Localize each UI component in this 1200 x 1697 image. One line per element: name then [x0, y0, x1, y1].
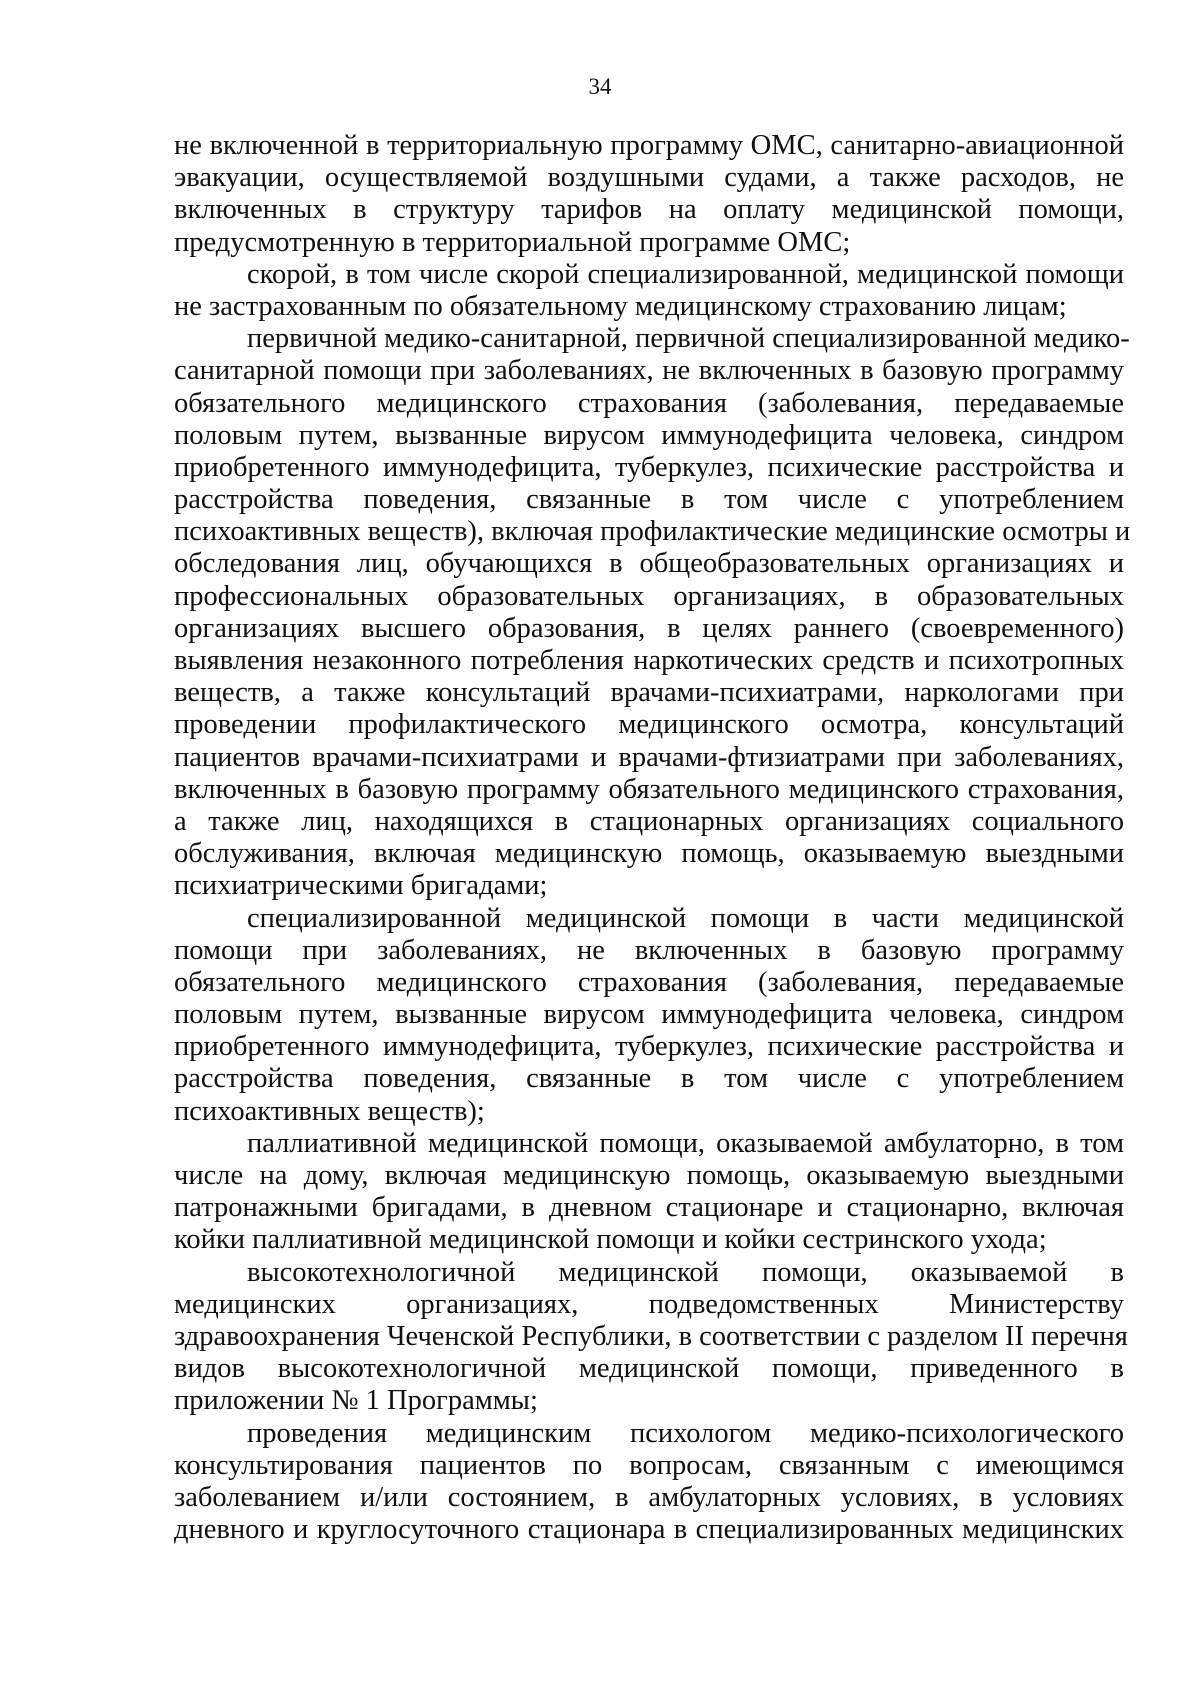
text-line: обязательного медицинского страхования (заболевания, передаваемые — [174, 966, 1124, 998]
text-line: проведения медицинским психологом медико-психологического — [247, 1417, 1124, 1449]
body-text — [174, 130, 1131, 1546]
text-line: приложении № 1 Программы; — [174, 1385, 538, 1417]
text-line: приобретенного иммунодефицита, туберкулез, психические расстройства и — [174, 1031, 1124, 1063]
paragraph — [174, 259, 1124, 323]
text-line: не застрахованным по обязательному медицинскому страхованию лицам; — [174, 290, 1067, 322]
text-line: первичной медико-санитарной, первичной специализированной медико- — [247, 323, 1130, 355]
text-line: профессиональных образовательных организациях, в образовательных — [174, 580, 1124, 612]
text-line: специализированной медицинской помощи в части медицинской — [247, 902, 1124, 934]
text-line: скорой, в том числе скорой специализированной, медицинской помощи — [247, 258, 1124, 290]
text-line: обследования лиц, обучающихся в общеобразовательных организациях и — [174, 548, 1124, 580]
text-line: эвакуации, осуществляемой воздушными судами, а также расходов, не — [174, 162, 1124, 194]
text-line: пациентов врачами-психиатрами и врачами-фтизиатрами при заболеваниях, — [174, 741, 1124, 773]
text-line: расстройства поведения, связанные в том числе с употреблением — [174, 1063, 1124, 1095]
text-line: дневного и круглосуточного стационара в специализированных медицинских — [174, 1514, 1124, 1546]
text-line: половым путем, вызванные вирусом иммунодефицита человека, синдром — [174, 419, 1124, 451]
paragraph — [174, 1256, 1128, 1418]
text-line: не включенной в территориальную программу ОМС, санитарно-авиационной — [174, 130, 1124, 161]
paragraph — [174, 323, 1131, 902]
text-line: санитарной помощи при заболеваниях, не включенных в базовую программу — [174, 355, 1124, 387]
paragraph — [174, 1128, 1124, 1257]
text-line: паллиативной медицинской помощи, оказываемой амбулаторно, в том — [247, 1127, 1124, 1159]
paragraph — [174, 1418, 1124, 1547]
text-line: заболеванием и/или состоянием, в амбулаторных условиях, в условиях — [174, 1481, 1124, 1513]
text-line: включенных в базовую программу обязательного медицинского страхования, — [174, 773, 1124, 805]
text-line: обязательного медицинского страхования (заболевания, передаваемые — [174, 387, 1124, 419]
text-line: включенных в структуру тарифов на оплату медицинской помощи, — [174, 194, 1124, 226]
text-line: а также лиц, находящихся в стационарных организациях социального — [174, 805, 1124, 837]
text-line: предусмотренную в территориальной программе ОМС; — [174, 226, 851, 258]
text-line: медицинских организациях, подведомственных Министерству — [174, 1288, 1124, 1320]
text-line: психоактивных веществ); — [174, 1095, 485, 1127]
text-line: психиатрическими бригадами; — [174, 870, 548, 902]
text-line: патронажными бригадами, в дневном стационаре и стационарно, включая — [174, 1192, 1124, 1224]
text-line: психоактивных веществ), включая профилактические медицинские осмотры и — [174, 516, 1131, 548]
text-line: видов высокотехнологичной медицинской помощи, приведенного в — [174, 1353, 1124, 1385]
text-line: половым путем, вызванные вирусом иммунодефицита человека, синдром — [174, 999, 1124, 1031]
text-line: здравоохранения Чеченской Республики, в соответствии с разделом II перечня — [174, 1320, 1128, 1352]
text-line: числе на дому, включая медицинскую помощь, оказываемую выездными — [174, 1160, 1124, 1191]
paragraph — [174, 130, 1124, 259]
text-line: койки паллиативной медицинской помощи и койки сестринского ухода; — [174, 1224, 1047, 1256]
text-line: выявления незаконного потребления наркотических средств и психотропных — [174, 645, 1124, 676]
text-line: веществ, а также консультаций врачами-психиатрами, наркологами при — [174, 677, 1124, 709]
text-line: обслуживания, включая медицинскую помощь, оказываемую выездными — [174, 838, 1124, 870]
text-line: консультирования пациентов по вопросам, связанным с имеющимся — [174, 1449, 1124, 1481]
page-number: 34 — [588, 74, 612, 99]
text-line: приобретенного иммунодефицита, туберкулез, психические расстройства и — [174, 451, 1124, 483]
text-line: расстройства поведения, связанные в том числе с употреблением — [174, 484, 1124, 516]
paragraph — [174, 903, 1124, 1128]
text-line: помощи при заболеваниях, не включенных в базовую программу — [174, 934, 1124, 966]
text-line: проведении профилактического медицинского осмотра, консультаций — [174, 709, 1124, 741]
text-line: высокотехнологичной медицинской помощи, оказываемой в — [247, 1256, 1124, 1288]
text-line: организациях высшего образования, в целях раннего (своевременного) — [174, 612, 1124, 644]
